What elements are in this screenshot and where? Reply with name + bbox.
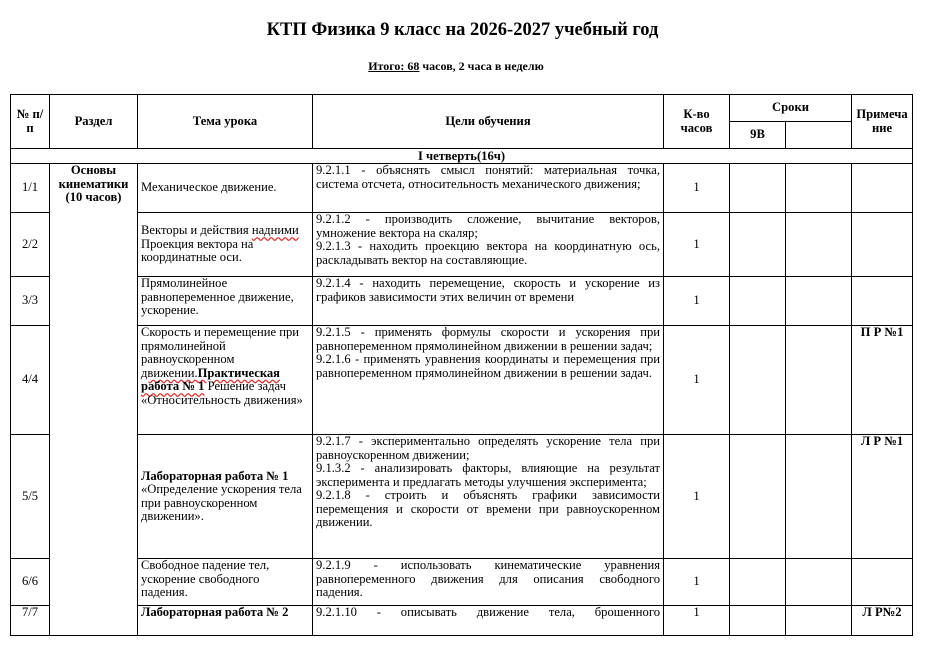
page-title: КТП Физика 9 класс на 2026-2027 учебный год [266,20,659,40]
row-date-extra [786,559,852,606]
row-hours: 1 [664,606,730,636]
row-date-9v [730,606,786,636]
row-goals: 9.2.1.4 - находить перемещение, скорость и ускорение из графиков зависимости этих величин от времени [313,277,664,326]
goal-line: 9.2.1.8 - строить и объяснять графики зависимости перемещения и скорости от времени при равноускоренном движении. [316,488,660,529]
row-note [852,277,913,326]
page-subtitle [0,59,912,74]
row-topic [138,435,313,559]
row-num: 4/4 [11,326,50,435]
row-date-extra [786,277,852,326]
header-num: № п/п [11,95,50,149]
header-note: Примечание [852,95,913,149]
row-date-extra [786,164,852,213]
topic-text: Векторы и действия [141,223,252,238]
row-num: 1/1 [11,164,50,213]
quarter-heading: I четверть(16ч) [11,149,913,164]
row-num: 6/6 [11,559,50,606]
row-date-9v [730,559,786,606]
header-section: Раздел [50,95,138,149]
row-num: 7/7 [11,606,50,636]
row-date-9v [730,326,786,435]
row-goals [313,213,664,277]
row-num: 2/2 [11,213,50,277]
goal-line: 9.2.1.2 - производить сложение, вычитание векторов, умножение вектора на скаляр; [316,212,660,240]
row-goals [313,435,664,559]
row-goals: 9.2.1.9 - использовать кинематические уравнения равнопеременного движения для описания свободного падения. [313,559,664,606]
header-hours: К-во часов [664,95,730,149]
topic-text-spellcheck: движении. [141,365,198,380]
row-num: 3/3 [11,277,50,326]
header-dates: Сроки [730,95,852,122]
table-row [11,277,913,326]
goal-line: 9.2.1.6 - применять уравнения координаты и перемещения при равнопеременном прямолинейном движении в решении задач. [316,352,660,380]
row-date-9v [730,213,786,277]
table-row [11,559,913,606]
row-topic [138,213,313,277]
total-hours: Итого: 68 [368,59,420,73]
section-cell [50,164,138,636]
table-row [11,164,913,213]
section-title: Основы кинематики [58,163,129,191]
row-note [852,164,913,213]
row-date-extra [786,326,852,435]
row-date-extra [786,606,852,636]
goal-line: 9.2.1.5 - применять формулы скорости и ускорения при равнопеременном прямолинейном движении в решении задач; [316,325,660,353]
row-topic: Прямолинейное равнопеременное движение, ускорение. [138,277,313,326]
row-goals: 9.2.1.10 - описывать движение тела, брошенного [313,606,664,636]
topic-practical-work: Практическая работа № 1 [141,365,281,393]
goal-line: 9.1.3.2 - анализировать факторы, влияющие на результат эксперимента и предлагать методы улучшения эксперимента; [316,461,660,489]
row-date-extra [786,213,852,277]
topic-text-spellcheck: надними [251,223,299,238]
row-note: Л Р№2 [852,606,913,636]
row-topic [138,326,313,435]
row-num: 5/5 [11,435,50,559]
header-class: 9В [730,122,786,149]
topic-text: Решение задач «Относительность движения» [141,379,303,407]
section-hours: (10 часов) [65,190,122,204]
hours-per-week: часов, 2 часа в неделю [419,59,544,73]
row-hours: 1 [664,213,730,277]
row-hours: 1 [664,277,730,326]
table-row [11,435,913,559]
row-hours: 1 [664,326,730,435]
row-date-extra [786,435,852,559]
header-topic: Тема урока [138,95,313,149]
row-date-9v [730,277,786,326]
header-goals: Цели обучения [313,95,664,149]
row-note: Л Р №1 [852,435,913,559]
header-class-empty [786,122,852,149]
table-row [11,213,913,277]
row-topic: Свободное падение тел, ускорение свободного падения. [138,559,313,606]
topic-text: «Определение ускорения тела при равноускоренном движении». [141,482,302,523]
goal-line: 9.2.1.7 - экспериментально определять ускорение тела при равноускоренном движении; [316,434,660,462]
row-note: П Р №1 [852,326,913,435]
row-topic: Механическое движение. [138,164,313,213]
table-row [11,326,913,435]
goal-line: 9.2.1.3 - находить проекцию вектора на координатную ось, раскладывать вектор на составляющие. [316,239,660,267]
topic-text: Проекция вектора на координатные оси. [141,236,254,265]
topic-lab-work: Лабораторная работа № 1 [141,468,289,483]
topic-text: Скорость и перемещение при прямолинейной равноускоренном [141,325,300,366]
schedule-table [10,94,913,636]
row-note [852,559,913,606]
row-hours: 1 [664,164,730,213]
row-topic: Лабораторная работа № 2 [138,606,313,636]
row-date-9v [730,164,786,213]
row-hours: 1 [664,559,730,606]
row-note [852,213,913,277]
table-row [11,606,913,636]
row-date-9v [730,435,786,559]
row-hours: 1 [664,435,730,559]
row-goals: 9.2.1.1 - объяснять смысл понятий: материальная точка, система отсчета, относительность механического движения; [313,164,664,213]
row-goals [313,326,664,435]
